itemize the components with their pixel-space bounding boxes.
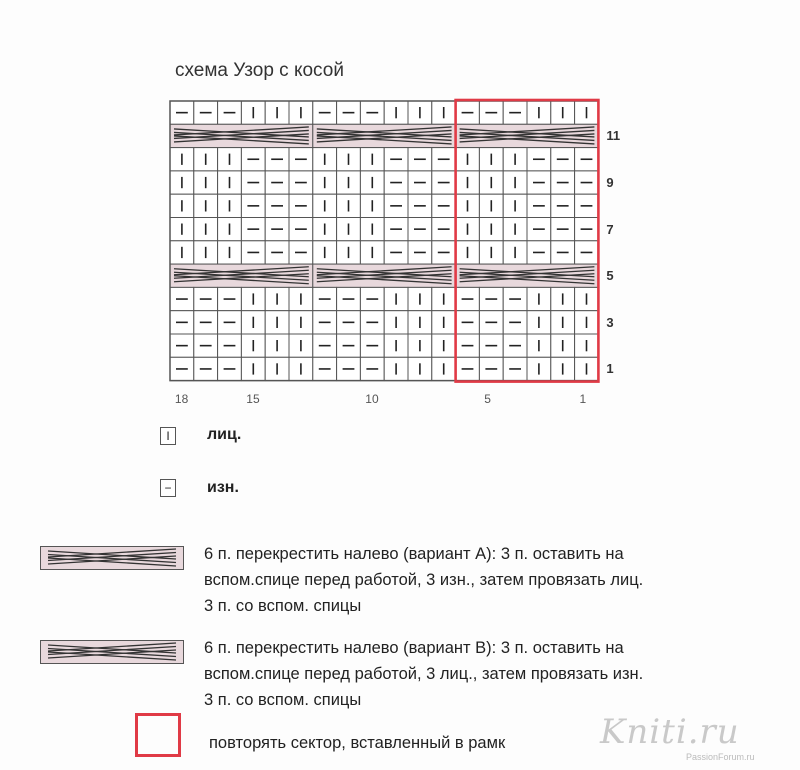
knit-symbol-icon: I: [160, 427, 176, 445]
knit-label: лиц.: [207, 426, 242, 443]
chart-row-r7: [170, 218, 598, 241]
cable-a-line-1: 6 п. перекрестить налево (вариант А): 3 п. оставить на: [204, 545, 624, 563]
row-number: 1: [606, 361, 614, 377]
column-number: 10: [365, 392, 379, 406]
purl-label: изн.: [207, 479, 239, 496]
cable-a-line-3: 3 п. со вспом. спицы: [204, 597, 362, 615]
column-number: 18: [174, 392, 189, 406]
row-number: 3: [606, 314, 614, 330]
cable-a-line-2: вспом.спице перед работой, 3 изн., затем провязать лиц.: [204, 571, 644, 589]
column-number: 5: [484, 392, 491, 406]
cable-b-icon: [40, 640, 184, 664]
chart-row-r9: [170, 171, 598, 194]
watermark-logo: Kniti.ru: [600, 712, 740, 752]
cable-a-description: [204, 541, 643, 619]
chart-title: схема Узор с косой: [175, 60, 344, 81]
chart-row-r12: [170, 101, 598, 124]
chart-row-r4: [170, 287, 598, 310]
cable-b-description: [204, 635, 643, 713]
column-number: 15: [246, 392, 260, 406]
cable-cell: [456, 124, 599, 147]
cable-b-line-3: 3 п. со вспом. спицы: [204, 691, 362, 709]
cable-a-icon: [40, 546, 184, 570]
chart-row-r1: [170, 357, 598, 380]
cable-cell: [456, 264, 599, 287]
chart-row-r2: [170, 334, 598, 357]
cable-cell: [170, 264, 313, 287]
chart-row-r3: [170, 311, 598, 334]
chart-row-r10: [170, 148, 598, 171]
chart-row-r5: [170, 264, 598, 287]
chart-row-r8: [170, 194, 598, 217]
cable-cell: [170, 124, 313, 147]
repeat-frame-icon: [135, 713, 181, 757]
row-number: 9: [606, 174, 614, 190]
row-number: 11: [606, 128, 621, 144]
cable-cell: [313, 124, 456, 147]
chart-row-r6: [170, 241, 598, 264]
repeat-label: повторять сектор, вставленный в рамк: [209, 734, 506, 752]
column-number: 1: [579, 392, 587, 406]
cable-b-line-2: вспом.спице перед работой, 3 лиц., затем провязать изн.: [204, 665, 644, 683]
cable-cell: [313, 264, 456, 287]
row-number: 5: [606, 268, 614, 284]
watermark-small: PassionForum.ru: [686, 752, 755, 762]
cable-b-line-1: 6 п. перекрестить налево (вариант В): 3 п. оставить на: [204, 639, 624, 657]
chart-row-r11: [170, 124, 598, 147]
purl-symbol-icon: −: [160, 479, 176, 497]
row-number: 7: [606, 221, 614, 237]
